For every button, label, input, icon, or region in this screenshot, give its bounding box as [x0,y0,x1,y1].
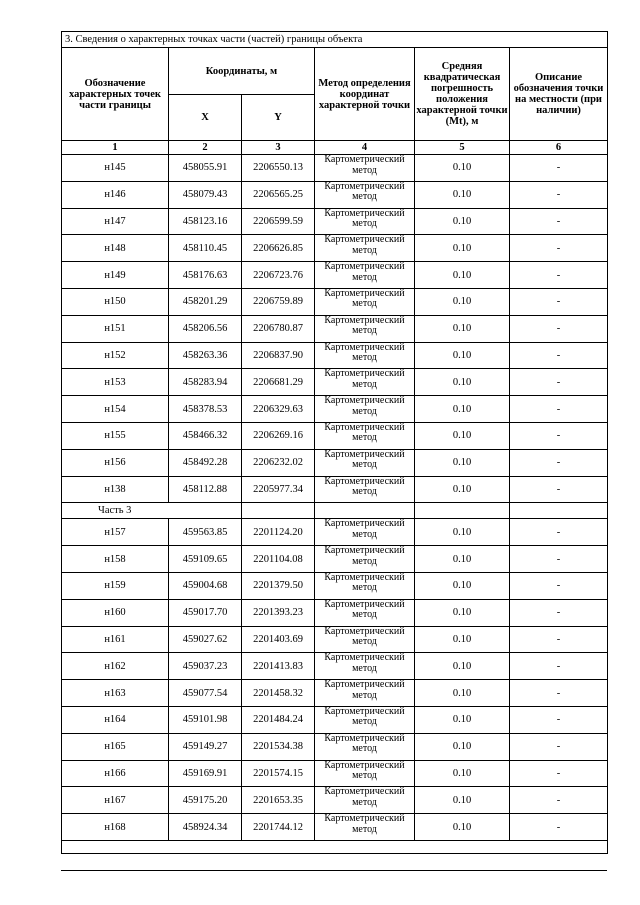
method-cell: Картометрический метод [315,262,415,289]
table-row [62,369,608,396]
point-cell: н153 [62,369,169,396]
method-cell: Картометрический метод [315,733,415,760]
point-cell: н164 [62,706,169,733]
error-cell: 0.10 [415,680,510,707]
y-coordinate-cell: 2206565.25 [242,181,315,208]
footer-divider [61,870,607,871]
description-cell: - [510,422,608,449]
description-cell: - [510,733,608,760]
method-cell: Картометрический метод [315,599,415,626]
method-cell: Картометрический метод [315,546,415,573]
y-coordinate-cell: 2206626.85 [242,235,315,262]
description-cell: - [510,626,608,653]
point-cell: н160 [62,599,169,626]
y-coordinate-cell: 2201104.08 [242,546,315,573]
error-cell: 0.10 [415,342,510,369]
error-cell: 0.10 [415,262,510,289]
x-coordinate-cell: 459077.54 [169,680,242,707]
table-row [62,181,608,208]
section-cell [315,503,415,519]
table-row [62,733,608,760]
description-cell: - [510,315,608,342]
method-cell: Картометрический метод [315,476,415,503]
table-row [62,262,608,289]
error-cell: 0.10 [415,546,510,573]
x-coordinate-cell: 458079.43 [169,181,242,208]
y-coordinate-cell: 2206599.59 [242,208,315,235]
x-coordinate-cell: 459169.91 [169,760,242,787]
point-cell: н161 [62,626,169,653]
x-coordinate-cell: 459101.98 [169,706,242,733]
method-cell: Картометрический метод [315,760,415,787]
column-number: 5 [415,141,510,155]
section-row [62,503,608,519]
point-cell: н162 [62,653,169,680]
header-x: X [169,95,242,141]
y-coordinate-cell: 2201403.69 [242,626,315,653]
table-row [62,235,608,262]
y-coordinate-cell: 2206837.90 [242,342,315,369]
table-row [62,680,608,707]
x-coordinate-cell: 458201.29 [169,288,242,315]
x-coordinate-cell: 458283.94 [169,369,242,396]
error-cell: 0.10 [415,288,510,315]
point-cell: н148 [62,235,169,262]
method-cell: Картометрический метод [315,155,415,182]
point-cell: н146 [62,181,169,208]
x-coordinate-cell: 458378.53 [169,396,242,423]
table-row [62,787,608,814]
point-cell: н150 [62,288,169,315]
x-coordinate-cell: 459175.20 [169,787,242,814]
error-cell: 0.10 [415,208,510,235]
point-cell: н149 [62,262,169,289]
x-coordinate-cell: 458924.34 [169,814,242,841]
method-cell: Картометрический метод [315,369,415,396]
y-coordinate-cell: 2206329.63 [242,396,315,423]
y-coordinate-cell: 2201413.83 [242,653,315,680]
method-cell: Картометрический метод [315,680,415,707]
method-cell: Картометрический метод [315,814,415,841]
description-cell: - [510,760,608,787]
method-cell: Картометрический метод [315,288,415,315]
method-cell: Картометрический метод [315,449,415,476]
point-cell: н138 [62,476,169,503]
section-cell [242,503,315,519]
x-coordinate-cell: 459037.23 [169,653,242,680]
table-body-part-b [62,519,608,841]
point-cell: н166 [62,760,169,787]
table-row [62,546,608,573]
table-row [62,476,608,503]
error-cell: 0.10 [415,449,510,476]
table-row [62,519,608,546]
description-cell: - [510,208,608,235]
boundary-points-document [61,31,607,854]
point-cell: н154 [62,396,169,423]
x-coordinate-cell: 458123.16 [169,208,242,235]
point-cell: н152 [62,342,169,369]
x-coordinate-cell: 459109.65 [169,546,242,573]
header-method: Метод определения координат характерной точки [315,48,415,141]
point-cell: н155 [62,422,169,449]
description-cell: - [510,546,608,573]
x-coordinate-cell: 458055.91 [169,155,242,182]
point-cell: н158 [62,546,169,573]
method-cell: Картометрический метод [315,572,415,599]
description-cell: - [510,181,608,208]
point-cell: н159 [62,572,169,599]
header-coordinates: Координаты, м [169,48,315,95]
error-cell: 0.10 [415,396,510,423]
method-cell: Картометрический метод [315,235,415,262]
table-row [62,572,608,599]
y-coordinate-cell: 2201124.20 [242,519,315,546]
description-cell: - [510,476,608,503]
y-coordinate-cell: 2201744.12 [242,814,315,841]
y-coordinate-cell: 2206232.02 [242,449,315,476]
point-cell: н167 [62,787,169,814]
method-cell: Картометрический метод [315,519,415,546]
error-cell: 0.10 [415,626,510,653]
y-coordinate-cell: 2206681.29 [242,369,315,396]
point-cell: н163 [62,680,169,707]
y-coordinate-cell: 2201393.23 [242,599,315,626]
x-coordinate-cell: 458492.28 [169,449,242,476]
description-cell: - [510,599,608,626]
point-cell: н165 [62,733,169,760]
header-error: Средняя квадратическая погрешность положения характерной точки (Mt), м [415,48,510,141]
table-row [62,760,608,787]
description-cell: - [510,235,608,262]
description-cell: - [510,787,608,814]
table-row [62,599,608,626]
column-number: 1 [62,141,169,155]
error-cell: 0.10 [415,155,510,182]
table-row [62,449,608,476]
y-coordinate-cell: 2201534.38 [242,733,315,760]
description-cell: - [510,262,608,289]
point-cell: н156 [62,449,169,476]
table-row [62,208,608,235]
y-coordinate-cell: 2206269.16 [242,422,315,449]
table-title: 3. Сведения о характерных точках части (частей) границы объекта [62,32,608,48]
error-cell: 0.10 [415,787,510,814]
y-coordinate-cell: 2205977.34 [242,476,315,503]
x-coordinate-cell: 459004.68 [169,572,242,599]
header-designation: Обозначение характерных точек части границы [62,48,169,141]
x-coordinate-cell: 459017.70 [169,599,242,626]
x-coordinate-cell: 458466.32 [169,422,242,449]
column-number: 6 [510,141,608,155]
y-coordinate-cell: 2206550.13 [242,155,315,182]
method-cell: Картометрический метод [315,315,415,342]
table-end-row [62,840,608,853]
error-cell: 0.10 [415,814,510,841]
description-cell: - [510,653,608,680]
error-cell: 0.10 [415,315,510,342]
description-cell: - [510,706,608,733]
method-cell: Картометрический метод [315,396,415,423]
error-cell: 0.10 [415,599,510,626]
table-row [62,342,608,369]
x-coordinate-cell: 458263.36 [169,342,242,369]
y-coordinate-cell: 2201574.15 [242,760,315,787]
error-cell: 0.10 [415,181,510,208]
description-cell: - [510,396,608,423]
error-cell: 0.10 [415,422,510,449]
point-cell: н157 [62,519,169,546]
boundary-points-table [61,31,608,854]
method-cell: Картометрический метод [315,422,415,449]
x-coordinate-cell: 458110.45 [169,235,242,262]
description-cell: - [510,814,608,841]
table-row [62,396,608,423]
x-coordinate-cell: 459563.85 [169,519,242,546]
method-cell: Картометрический метод [315,626,415,653]
description-cell: - [510,288,608,315]
error-cell: 0.10 [415,760,510,787]
table-row [62,288,608,315]
error-cell: 0.10 [415,653,510,680]
description-cell: - [510,572,608,599]
method-cell: Картометрический метод [315,787,415,814]
method-cell: Картометрический метод [315,706,415,733]
section-divider [62,503,608,519]
method-cell: Картометрический метод [315,181,415,208]
point-cell: н168 [62,814,169,841]
description-cell: - [510,680,608,707]
x-coordinate-cell: 459149.27 [169,733,242,760]
table-row [62,315,608,342]
header-description: Описание обозначения точки на местности (при наличии) [510,48,608,141]
x-coordinate-cell: 458176.63 [169,262,242,289]
error-cell: 0.10 [415,235,510,262]
x-coordinate-cell: 459027.62 [169,626,242,653]
y-coordinate-cell: 2201458.32 [242,680,315,707]
table-row [62,706,608,733]
description-cell: - [510,519,608,546]
point-cell: н145 [62,155,169,182]
error-cell: 0.10 [415,733,510,760]
error-cell: 0.10 [415,476,510,503]
table-row [62,653,608,680]
method-cell: Картометрический метод [315,208,415,235]
error-cell: 0.10 [415,572,510,599]
description-cell: - [510,155,608,182]
section-label: Часть 3 [62,503,242,519]
table-row [62,626,608,653]
x-coordinate-cell: 458112.88 [169,476,242,503]
point-cell: н151 [62,315,169,342]
table-row [62,422,608,449]
column-number-row [62,141,608,155]
y-coordinate-cell: 2201653.35 [242,787,315,814]
column-number: 2 [169,141,242,155]
table-row [62,155,608,182]
table-row [62,814,608,841]
description-cell: - [510,369,608,396]
y-coordinate-cell: 2206723.76 [242,262,315,289]
y-coordinate-cell: 2206759.89 [242,288,315,315]
y-coordinate-cell: 2201484.24 [242,706,315,733]
header-y: Y [242,95,315,141]
description-cell: - [510,342,608,369]
column-number: 3 [242,141,315,155]
table-end-cell [62,840,608,853]
table-body-part-a [62,155,608,503]
error-cell: 0.10 [415,369,510,396]
section-cell [415,503,510,519]
description-cell: - [510,449,608,476]
column-number: 4 [315,141,415,155]
section-cell [510,503,608,519]
y-coordinate-cell: 2201379.50 [242,572,315,599]
error-cell: 0.10 [415,706,510,733]
method-cell: Картометрический метод [315,653,415,680]
error-cell: 0.10 [415,519,510,546]
method-cell: Картометрический метод [315,342,415,369]
x-coordinate-cell: 458206.56 [169,315,242,342]
y-coordinate-cell: 2206780.87 [242,315,315,342]
point-cell: н147 [62,208,169,235]
